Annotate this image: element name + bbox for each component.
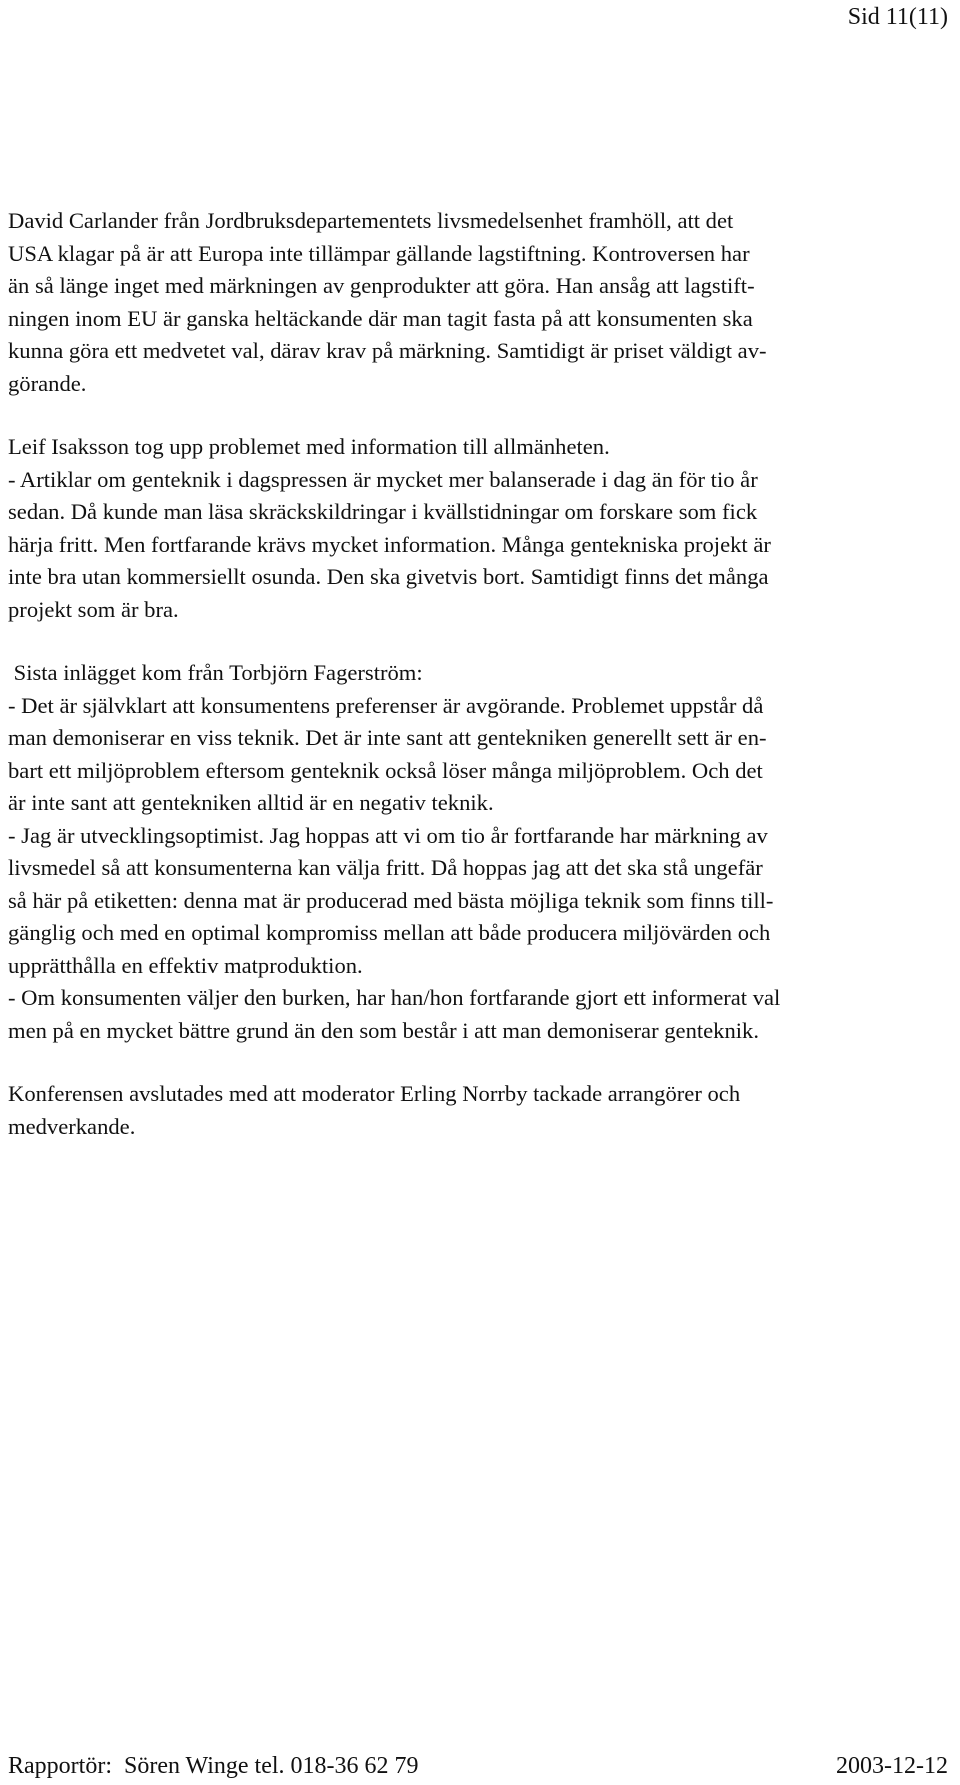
text-line: görande. <box>8 370 87 396</box>
text-line: Sista inlägget kom från Torbjörn Fagerström: <box>8 660 423 685</box>
text-line: ningen inom EU är ganska heltäckande där man tagit fasta på att konsumenten ska <box>8 305 753 331</box>
text-line: bart ett miljöproblem eftersom genteknik också löser många miljöproblem. Och det <box>8 757 763 783</box>
text-line: livsmedel så att konsumenterna kan välja fritt. Då hoppas jag att det ska stå ungefär <box>8 855 763 880</box>
text-line: David Carlander från Jordbruksdepartementets livsmedelsenhet framhöll, att det <box>8 208 734 233</box>
report-date: 2003-12-12 <box>836 1753 948 1779</box>
page-footer <box>8 1751 948 1781</box>
text-line: kunna göra ett medvetet val, därav krav på märkning. Samtidigt är priset väldigt av- <box>8 338 767 363</box>
text-line: Konferensen avslutades med att moderator Erling Norrby tackade arrangörer och <box>8 1081 741 1106</box>
paragraph-isaksson <box>8 431 948 626</box>
text-line: så här på etiketten: denna mat är producerad med bästa möjliga teknik som finns till- <box>8 887 774 913</box>
document-body <box>8 205 948 1143</box>
text-line: man demoniserar en viss teknik. Det är inte sant att gentekniken generellt sett är en- <box>8 725 767 750</box>
text-line: - Om konsumenten väljer den burken, har han/hon fortfarande gjort ett informerat val <box>8 985 781 1010</box>
text-line: än så länge inget med märkningen av genprodukter att göra. Han ansåg att lagstift- <box>8 273 755 298</box>
text-line: - Det är självklart att konsumentens preferenser är avgörande. Problemet uppstår då <box>8 692 764 718</box>
reporter-info: Rapportör: Sören Winge tel. 018-36 62 79 <box>8 1753 419 1779</box>
text-line: - Artiklar om genteknik i dagspressen är mycket mer balanserade i dag än för tio år <box>8 466 758 492</box>
paragraph-closing <box>8 1078 948 1143</box>
text-line: Leif Isaksson tog upp problemet med information till allmänheten. <box>8 434 610 459</box>
paragraph-fagerstrom <box>8 657 948 1047</box>
text-line: upprätthålla en effektiv matproduktion. <box>8 952 363 978</box>
text-line: medverkande. <box>8 1113 136 1139</box>
page-number: Sid 11(11) <box>847 4 948 30</box>
text-line: gänglig och med en optimal kompromiss mellan att både producera miljövärden och <box>8 920 771 945</box>
text-line: USA klagar på är att Europa inte tillämpar gällande lagstiftning. Kontroversen har <box>8 240 750 266</box>
text-line: sedan. Då kunde man läsa skräckskildringar i kvällstidningar om forskare som fick <box>8 499 758 524</box>
text-line: härja fritt. Men fortfarande krävs mycket information. Många gentekniska projekt är <box>8 531 771 557</box>
text-line: är inte sant att gentekniken alltid är en negativ teknik. <box>8 790 494 815</box>
text-line: inte bra utan kommersiellt osunda. Den ska givetvis bort. Samtidigt finns det många <box>8 564 769 589</box>
text-line: projekt som är bra. <box>8 596 179 622</box>
text-line: - Jag är utvecklingsoptimist. Jag hoppas att vi om tio år fortfarande har märkning av <box>8 822 768 848</box>
text-line: men på en mycket bättre grund än den som består i att man demoniserar genteknik. <box>8 1017 759 1043</box>
paragraph-carlander <box>8 205 948 400</box>
